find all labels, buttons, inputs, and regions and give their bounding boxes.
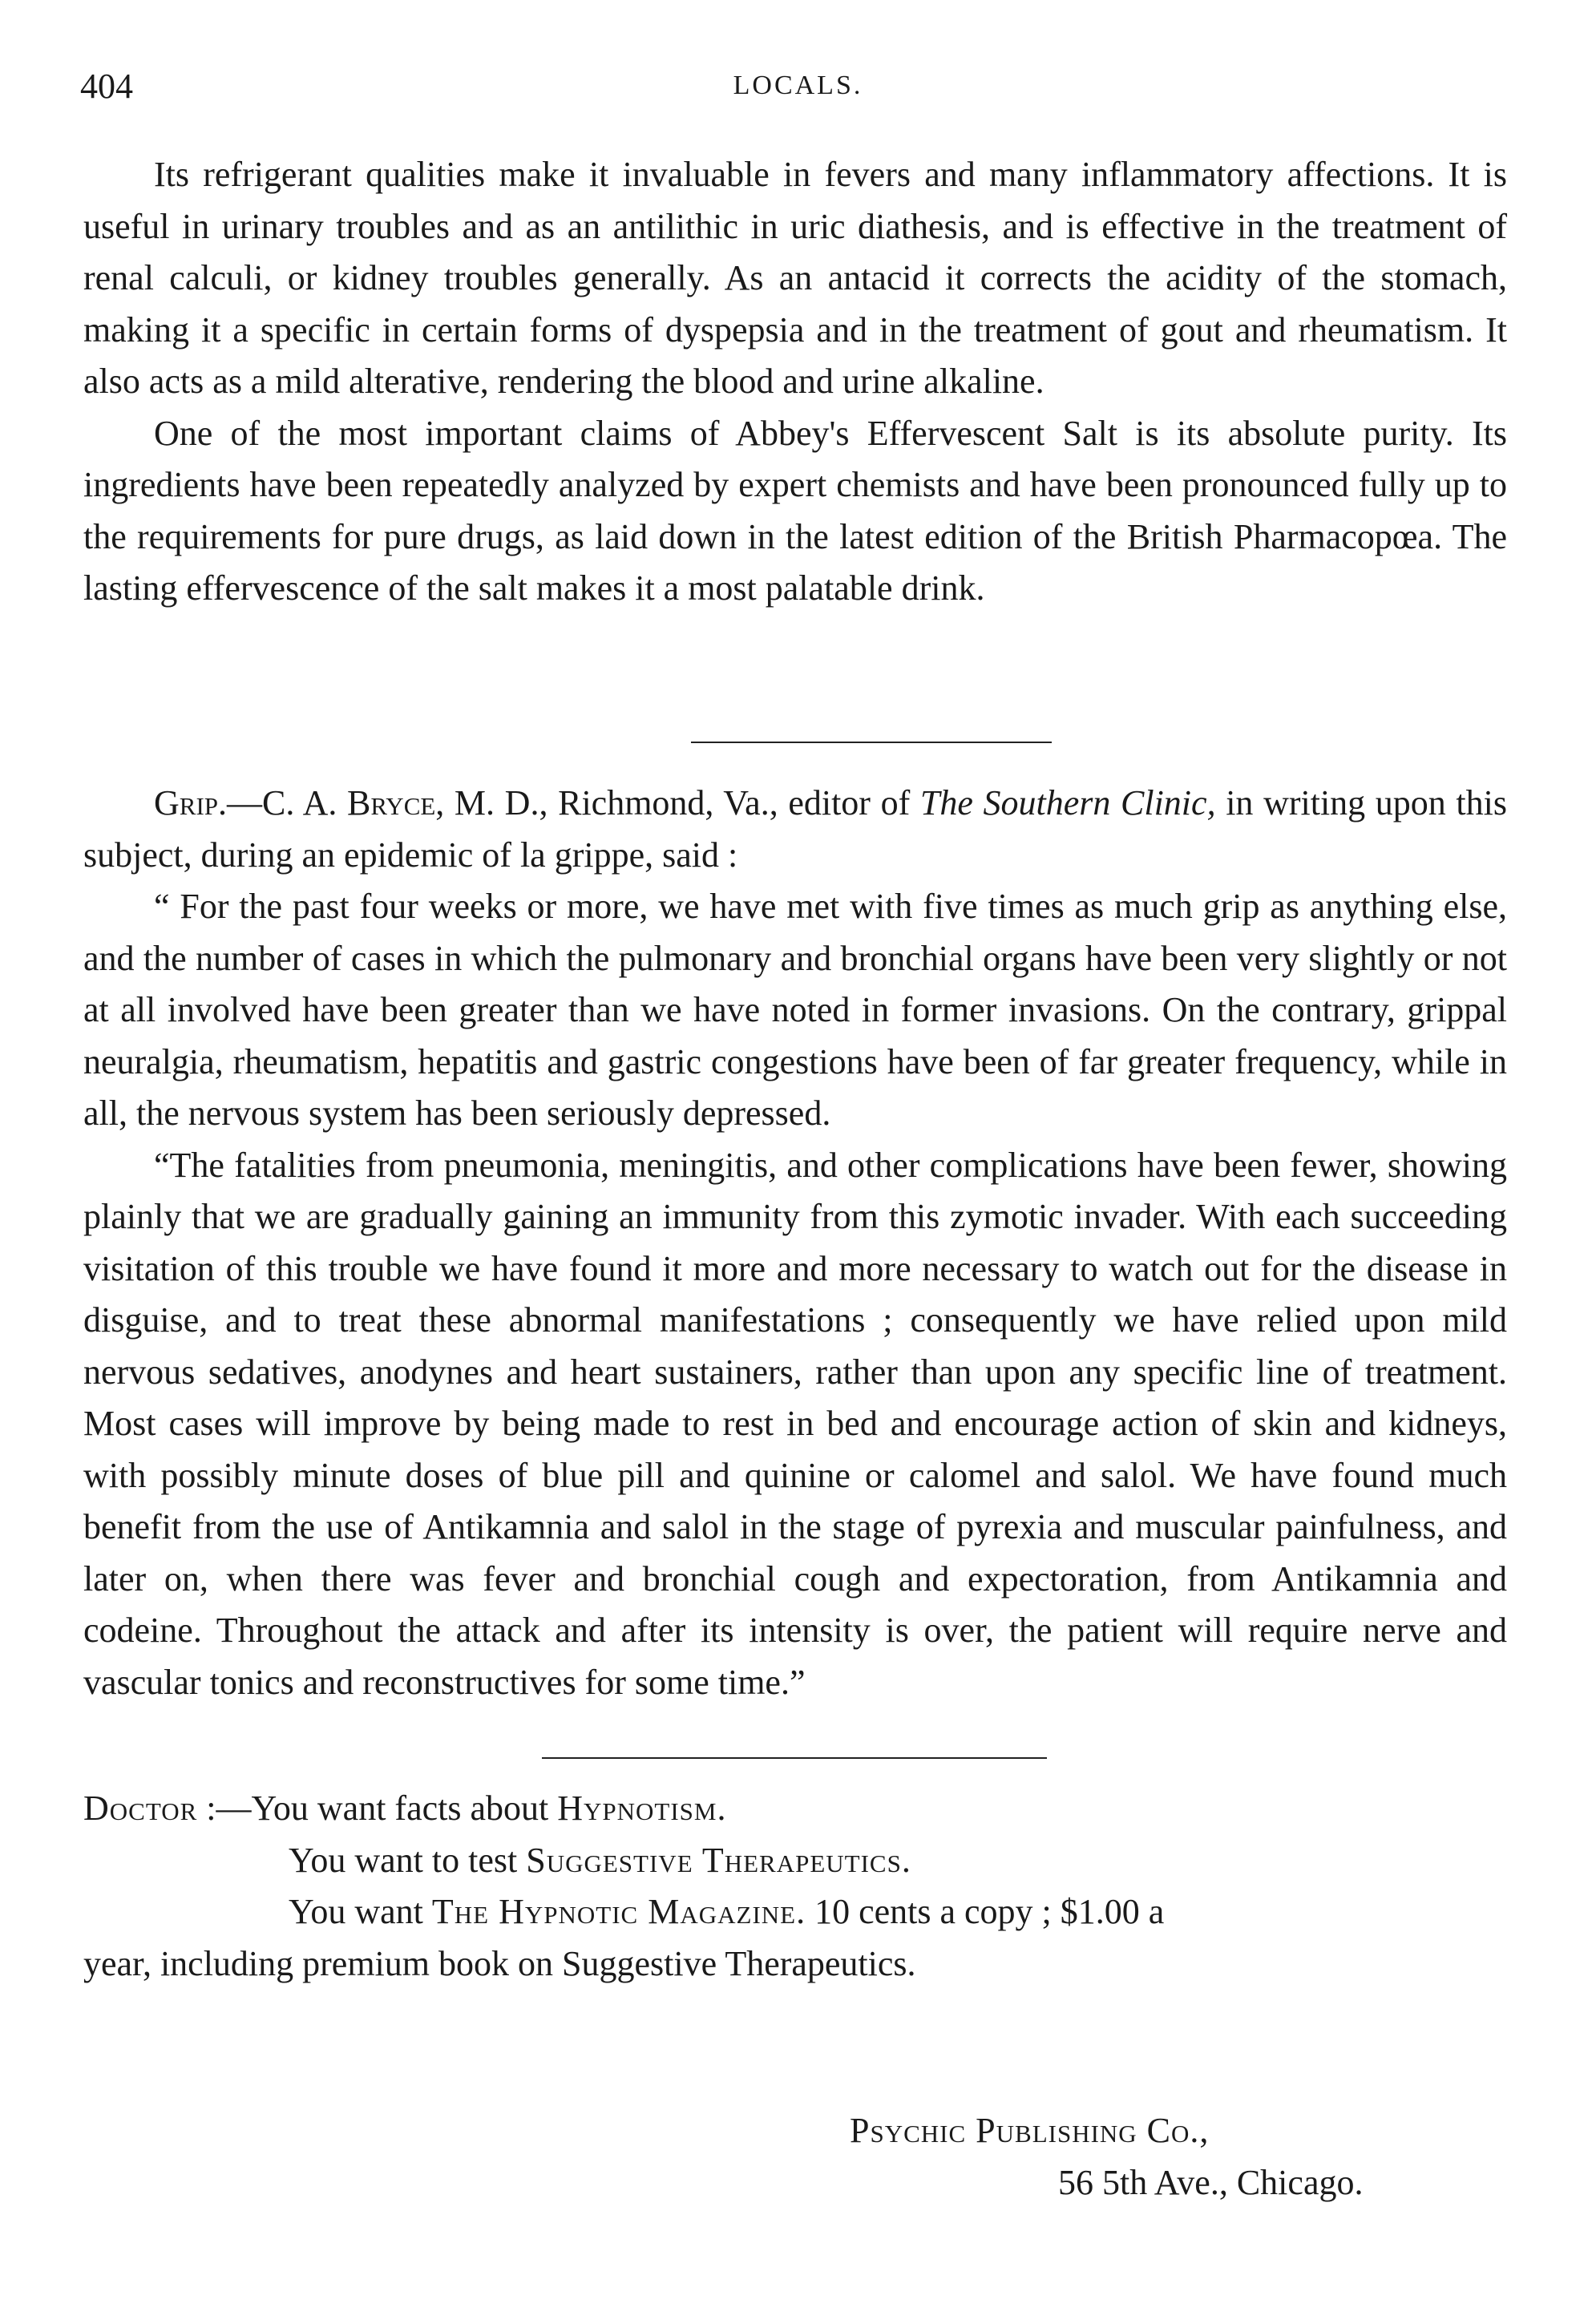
- page-number: 404: [80, 67, 133, 106]
- abbey-paragraph-2: One of the most important claims of Abbey's Effervescent Salt is its absolute purity. Its ingredients have been repeatedly analyzed by expert chemists and have been pronounced fully up to the requirements for pure drugs, as laid down in the latest edition of the British Pharmacopœa. The lasting effervescence of the salt makes it a most palatable drink.: [83, 413, 1507, 608]
- grip-quote-paragraph-1: “ For the past four weeks or more, we have met with five times as much grip as anything else, and the number of cases in which the pulmonary and bronchial organs have been very slightly or not at all involved have been greater than we have noted in former invasions. On the contrary, grippal neuralgia, rheumatism, hepatitis and gastric congestions have been of far greater frequency, while in all, the nervous system has been seriously depressed.: [83, 887, 1507, 1133]
- grip-dash: —: [227, 783, 263, 822]
- grip-journal: The Southern Clinic,: [919, 783, 1216, 822]
- ad-line-1: [83, 1783, 1507, 1835]
- ad-hypnotism: Hypnotism.: [557, 1788, 727, 1828]
- grip-section: [83, 778, 1507, 1708]
- publisher-address: 56 5th Ave., Chicago.: [1058, 2162, 1364, 2202]
- publisher-signature: [850, 2105, 1363, 2209]
- ad-line-3-text: You want: [289, 1892, 432, 1931]
- publisher-name: Psychic Publishing Co.,: [850, 2111, 1210, 2150]
- page-header: [80, 66, 1516, 114]
- grip-heading: Grip.: [154, 783, 228, 822]
- abbey-salt-section: [83, 149, 1507, 615]
- ad-price: 10 cents a copy ; $1.00 a: [806, 1892, 1165, 1931]
- abbey-paragraph-1: Its refrigerant qualities make it invaluable in fevers and many inflammatory affections. It is useful in urinary troubles and as an antilithic in uric diathesis, and is effective in the treatment of renal calculi, or kidney troubles generally. As an antacid it corrects the acidity of the stomach, making it a specific in certain forms of dyspepsia and in the treatment of gout and rheumatism. It also acts as a mild alterative, rendering the blood and urine alkaline.: [83, 155, 1507, 401]
- ad-line-3: [83, 1886, 1507, 1938]
- ad-line-2-text: You want to test: [289, 1840, 527, 1880]
- section-divider: [691, 742, 1052, 743]
- grip-quote-paragraph-2: “The fatalities from pneumonia, meningitis, and other complications have been fewer, showing plainly that we are gradually gaining an immunity from this zymotic invader. With each succeeding visitation of this trouble we have found it more and more necessary to watch out for the disease in disguise, and to treat these abnormal manifestations ; consequently we have relied upon mild nervous sedatives, anodynes and heart sustainers, rather than upon any specific line of treatment. Most cases will improve by being made to rest in bed and encourage action of skin and kidneys, with possibly minute doses of blue pill and quinine or calomel and salol. We have found much benefit from the use of Antikamnia and salol in the stage of pyrexia and muscular painfulness, and later on, when there was fever and bronchial cough and expectoration, from Antikamnia and codeine. Throughout the attack and after its intensity is over, the patient will require nerve and vascular tonics and reconstructives for some time.”: [83, 1145, 1507, 1702]
- running-head: LOCALS.: [733, 71, 863, 100]
- grip-intro: [83, 778, 1507, 881]
- ad-salutation: Doctor: [83, 1788, 198, 1828]
- hypnotic-magazine-ad: [83, 1783, 1507, 1990]
- grip-intro-end: in writing upon this subject, during an epidemic of la grippe, said :: [83, 783, 1507, 875]
- ad-line-1-text: You want facts about: [251, 1788, 558, 1828]
- ad-magazine-title: The Hypnotic Magazine.: [431, 1892, 806, 1931]
- grip-author: C. A. Bryce, M. D.: [262, 783, 539, 822]
- ad-line-2: [83, 1835, 1507, 1887]
- section-divider: [542, 1757, 1047, 1759]
- grip-intro-mid: , Richmond, Va., editor of: [539, 783, 920, 822]
- ad-line-4: year, including premium book on Suggestive Therapeutics.: [83, 1943, 916, 1983]
- ad-suggestive-therapeutics: Suggestive Therapeutics.: [526, 1840, 911, 1880]
- ad-separator: :—: [197, 1788, 252, 1828]
